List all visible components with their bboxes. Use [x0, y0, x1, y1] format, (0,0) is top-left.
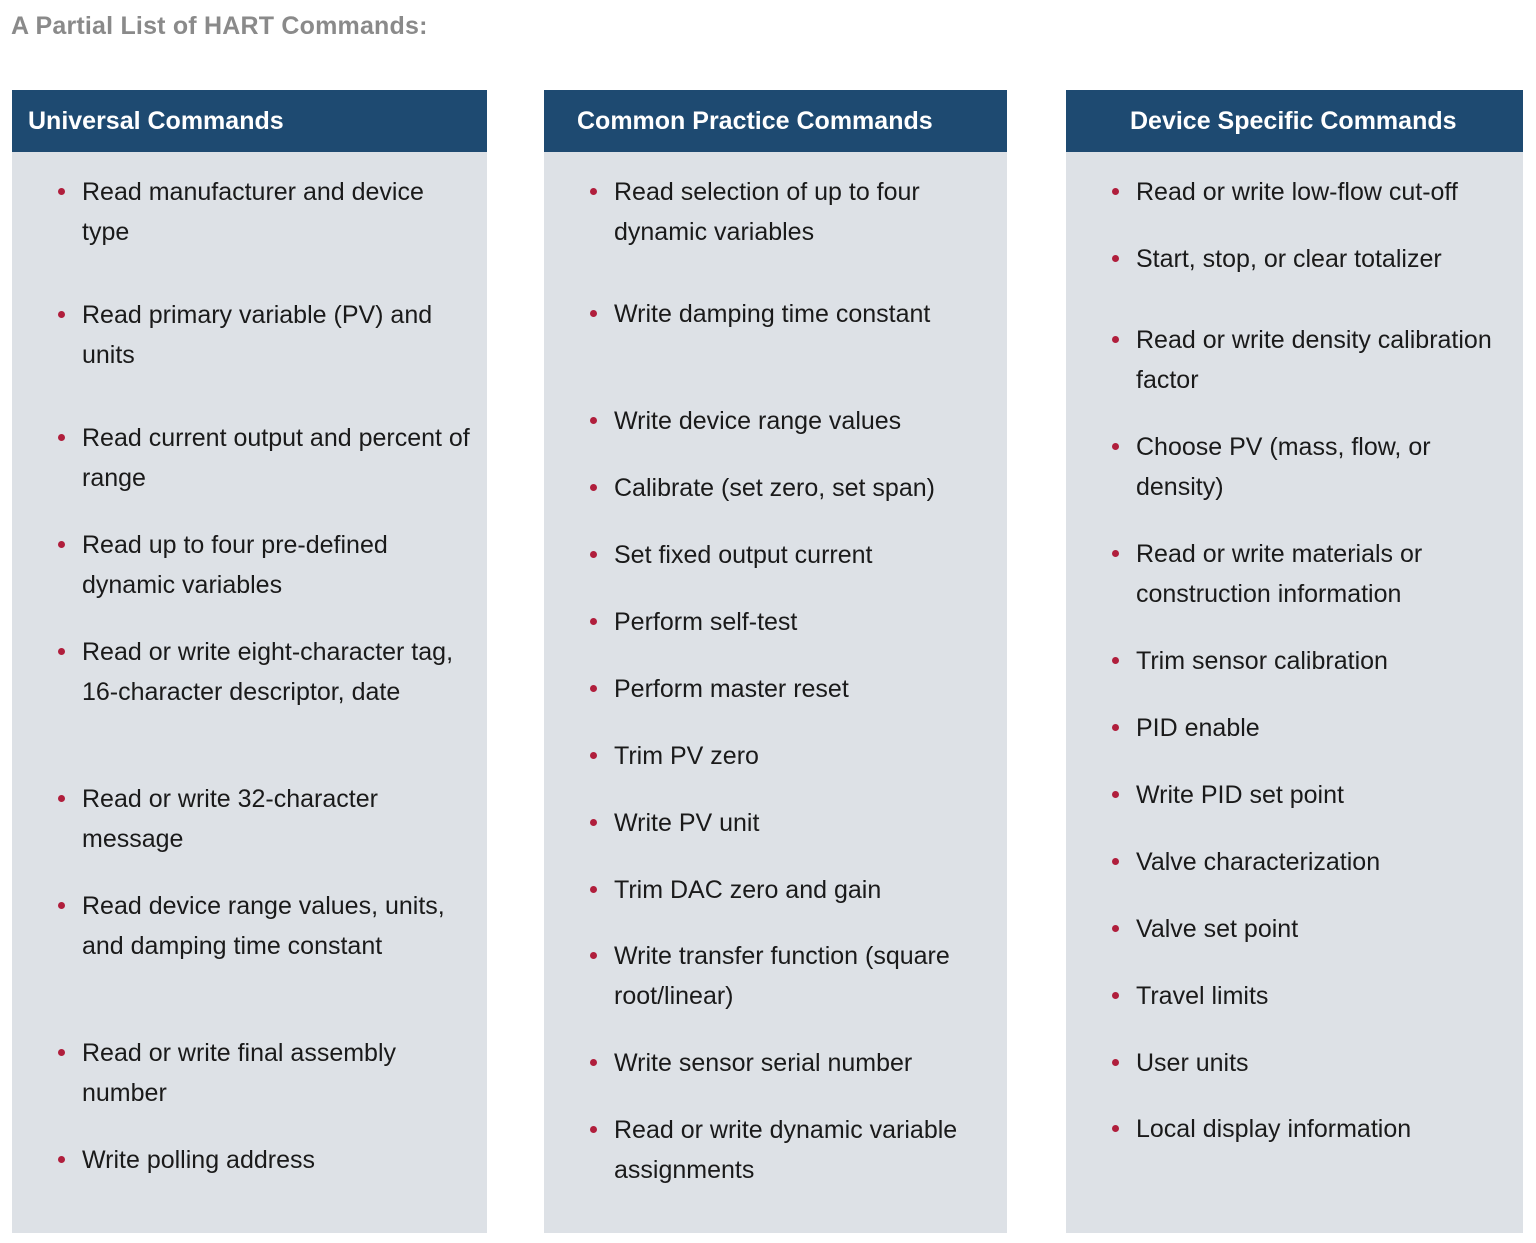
bullet-icon: [1112, 657, 1119, 664]
list-item: Perform self-test: [614, 602, 999, 642]
bullet-icon: [58, 648, 65, 655]
bullet-icon: [590, 417, 597, 424]
list-item: Read or write final assembly number: [82, 1033, 472, 1113]
bullet-icon: [1112, 858, 1119, 865]
bullet-icon: [590, 188, 597, 195]
list-item: User units: [1136, 1043, 1521, 1083]
bullet-icon: [58, 434, 65, 441]
list-item: Read manufacturer and device type: [82, 172, 472, 252]
bullet-icon: [58, 1049, 65, 1056]
bullet-icon: [58, 188, 65, 195]
bullet-icon: [590, 1126, 597, 1133]
list-item: Write damping time constant: [614, 294, 999, 334]
bullet-icon: [1112, 1059, 1119, 1066]
list-item: Local display information: [1136, 1109, 1521, 1149]
bullet-icon: [590, 484, 597, 491]
list-item: Trim PV zero: [614, 736, 999, 776]
bullet-icon: [1112, 443, 1119, 450]
bullet-icon: [1112, 255, 1119, 262]
bullet-icon: [58, 795, 65, 802]
list-item: Valve set point: [1136, 909, 1521, 949]
list-item: Perform master reset: [614, 669, 999, 709]
bullet-icon: [590, 551, 597, 558]
list-item: Valve characterization: [1136, 842, 1521, 882]
device-specific-commands-column: [1066, 90, 1523, 1233]
bullet-icon: [1112, 925, 1119, 932]
list-item: Read or write dynamic variable assignments: [614, 1110, 999, 1190]
column-header-common-practice: Common Practice Commands: [544, 90, 1007, 152]
bullet-icon: [1112, 188, 1119, 195]
list-item: Set fixed output current: [614, 535, 999, 575]
bullet-icon: [590, 752, 597, 759]
list-item: Write transfer function (square root/linear): [614, 936, 999, 1016]
list-item: Write device range values: [614, 401, 999, 441]
list-item: Read or write density calibration factor: [1136, 320, 1521, 400]
list-item: Read up to four pre-defined dynamic variables: [82, 525, 472, 605]
bullet-icon: [1112, 791, 1119, 798]
list-item: Trim sensor calibration: [1136, 641, 1521, 681]
list-item: Write polling address: [82, 1140, 472, 1180]
list-item: Read current output and percent of range: [82, 418, 472, 498]
bullet-icon: [590, 819, 597, 826]
universal-commands-column: [12, 90, 487, 1233]
page-title: A Partial List of HART Commands:: [11, 12, 428, 40]
list-item: Travel limits: [1136, 976, 1521, 1016]
list-item: PID enable: [1136, 708, 1521, 748]
list-item: Read or write materials or construction information: [1136, 534, 1521, 614]
list-item: Read or write 32-character message: [82, 779, 472, 859]
list-item: Read or write low-flow cut-off: [1136, 172, 1521, 212]
list-item: Choose PV (mass, flow, or density): [1136, 427, 1521, 507]
bullet-icon: [58, 1156, 65, 1163]
bullet-icon: [1112, 992, 1119, 999]
list-item: Write sensor serial number: [614, 1043, 999, 1083]
bullet-icon: [590, 886, 597, 893]
list-item: Trim DAC zero and gain: [614, 870, 999, 910]
bullet-icon: [590, 1059, 597, 1066]
list-item: Read selection of up to four dynamic variables: [614, 172, 999, 252]
bullet-icon: [1112, 550, 1119, 557]
list-item: Read device range values, units, and damping time constant: [82, 886, 472, 966]
list-item: Read or write eight-character tag, 16-character descriptor, date: [82, 632, 472, 712]
list-item: Calibrate (set zero, set span): [614, 468, 999, 508]
list-item: Start, stop, or clear totalizer: [1136, 239, 1521, 279]
column-header-device-specific: Device Specific Commands: [1066, 90, 1523, 152]
bullet-icon: [58, 311, 65, 318]
column-header-universal: Universal Commands: [12, 90, 487, 152]
list-item: Write PID set point: [1136, 775, 1521, 815]
list-item: Read primary variable (PV) and units: [82, 295, 472, 375]
list-item: Write PV unit: [614, 803, 999, 843]
bullet-icon: [590, 952, 597, 959]
common-practice-commands-column: [544, 90, 1007, 1233]
bullet-icon: [590, 685, 597, 692]
bullet-icon: [58, 541, 65, 548]
bullet-icon: [1112, 336, 1119, 343]
bullet-icon: [1112, 1125, 1119, 1132]
bullet-icon: [58, 902, 65, 909]
bullet-icon: [590, 618, 597, 625]
bullet-icon: [1112, 724, 1119, 731]
bullet-icon: [590, 310, 597, 317]
